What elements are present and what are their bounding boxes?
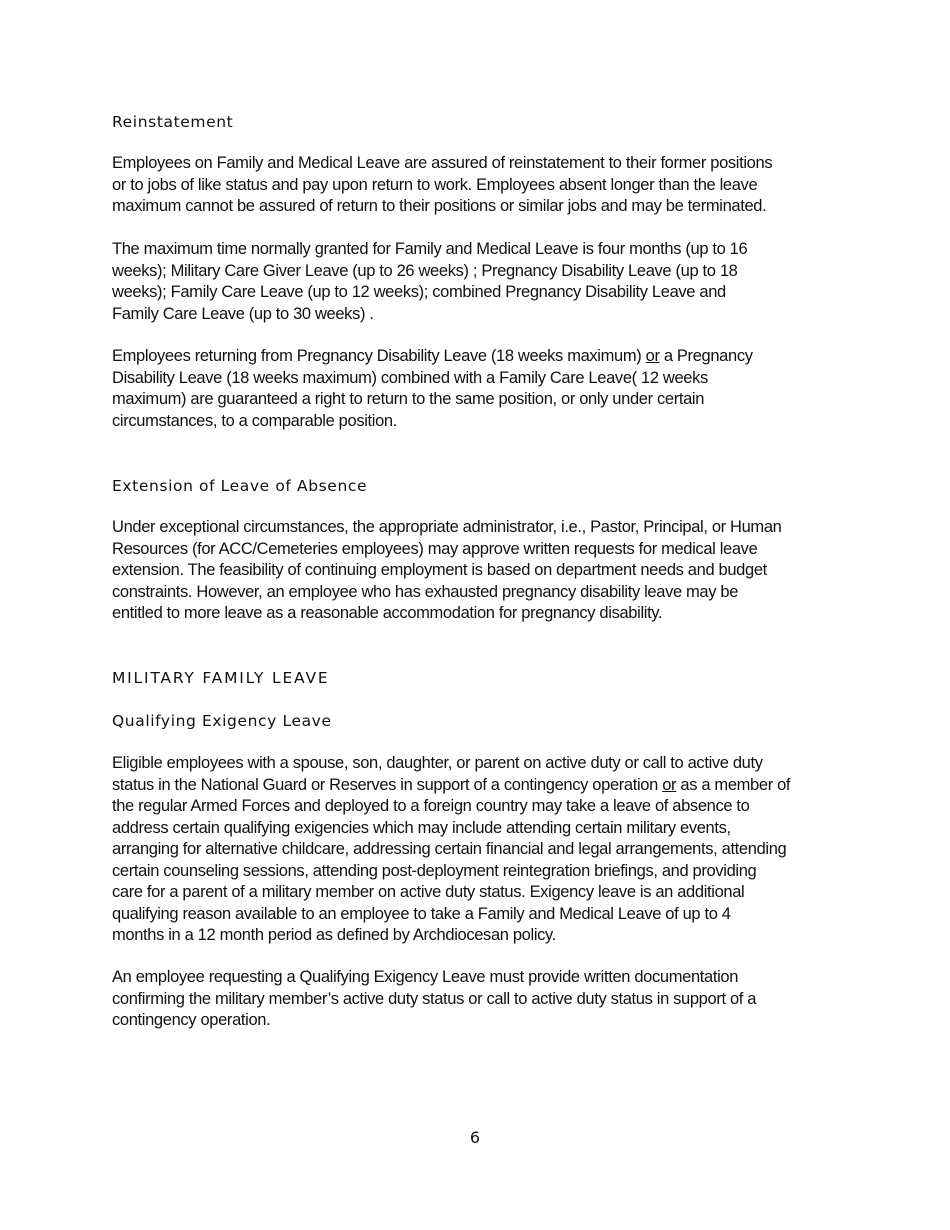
extension-paragraph: Under exceptional circumstances, the appropriate administrator, i.e., Pastor, Principal, or Human Resources (for ACC/Cemeteries employees) may approve written requests for medical leave extension. The feasibility of continuing employment is based on department needs and budget constraints. However, an employee who has exhausted pregnancy disability leave may be entitled to more leave as a reasonable accommodation for pregnancy disability. [112,518,782,622]
extension-heading: Extension of Leave of Absence [112,477,368,495]
military-paragraph-2: An employee requesting a Qualifying Exigency Leave must provide written documentation confirming the military member’s active duty status or call to active duty status in support of a contingency operation. [112,968,757,1029]
military-family-leave-heading: MILITARY FAMILY LEAVE [112,669,330,687]
paragraph-text: a Pregnancy Disability Leave (18 weeks maximum) combined with a Family Care Leave( 12 weeks maximum) are guaranteed a right to return to the same position, or only under certain circumstances, to a comparable position. [112,347,753,430]
paragraph-text: Employees returning from Pregnancy Disability Leave (18 weeks maximum) [112,347,646,365]
paragraph-text: as a member of the regular Armed Forces and deployed to a foreign country may take a leave of absence to address certain qualifying exigencies which may include attending certain military events, arranging for alternative childcare, addressing certain financial and legal arrangements, attending certain counseling sessions, attending post-deployment reintegration briefings, and providing care for a parent of a military member on active duty status. Exigency leave is an additional qualifying reason available to an employee to take a Family and Medical Leave of up to 4 months in a 12 month period as defined by Archdiocesan policy. [112,775,791,944]
reinstatement-paragraph-1: Employees on Family and Medical Leave are assured of reinstatement to their former positions or to jobs of like status and pay upon return to work. Employees absent longer than the leave maximum cannot be assured of return to their positions or similar jobs and may be terminated. [112,154,773,215]
paragraph-text: Eligible employees with a spouse, son, daughter, or parent on active duty or call to active duty status in the National Guard or Reserves in support of a contingency operation [112,754,763,794]
military-paragraph-1 [112,753,872,947]
reinstatement-heading: Reinstatement [112,113,234,131]
qualifying-exigency-subheading: Qualifying Exigency Leave [112,712,332,730]
reinstatement-paragraph-2: The maximum time normally granted for Family and Medical Leave is four months (up to 16 weeks); Military Care Giver Leave (up to 26 weeks) ; Pregnancy Disability Leave (up to 18 weeks); Family Care Leave (up to 12 weeks); combined Pregnancy Disability Leave and Family Care Leave (up to 30 weeks) . [112,240,748,323]
underlined-or: or [645,347,660,365]
reinstatement-paragraph-3 [112,346,872,432]
underlined-or: or [662,775,677,794]
page-number: 6 [469,1128,481,1147]
